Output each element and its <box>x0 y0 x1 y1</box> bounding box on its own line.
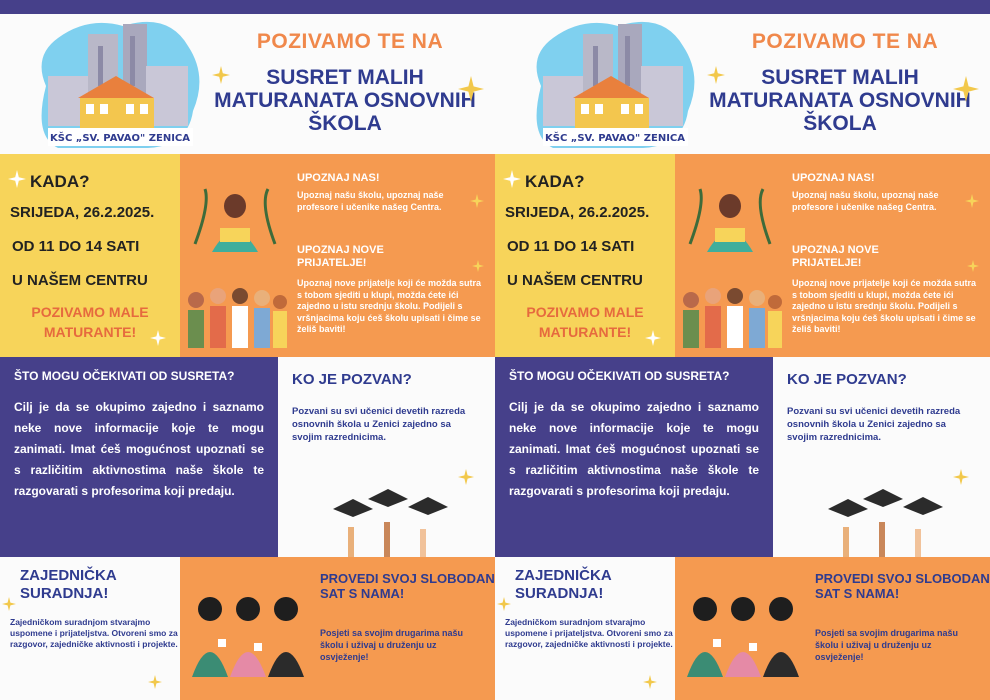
graduation-cap-icon <box>328 487 458 557</box>
when-section <box>0 154 180 357</box>
flyer-left <box>0 14 495 700</box>
sparkle-icon <box>8 170 26 188</box>
sparkle-icon <box>707 66 725 84</box>
sparkle-icon <box>2 597 16 611</box>
sparkle-icon <box>645 330 661 346</box>
free-hour-heading: PROVEDI SVOJ SLOBODAN SAT S NAMA! <box>815 571 990 601</box>
invited-section <box>773 357 990 557</box>
cooperation-heading: ZAJEDNIČKA SURADNJA! <box>515 567 612 602</box>
cooperation-heading: ZAJEDNIČKA SURADNJA! <box>20 567 117 602</box>
meet-section <box>675 154 990 357</box>
free-hour-body: Posjeti sa svojim drugarima našu školu i uživaj u druženju uz osvježenje! <box>815 628 959 662</box>
sparkle-icon <box>212 66 230 84</box>
sparkle-icon <box>458 469 474 485</box>
invite-pretitle: POZIVAMO TE NA <box>751 30 939 53</box>
school-logo <box>28 16 206 152</box>
logo-text: KŠC „SV. PAVAO" ZENICA <box>50 133 190 144</box>
free-hour-section <box>180 557 495 700</box>
expectations-section <box>495 357 773 557</box>
sparkle-icon <box>965 194 979 208</box>
event-time: OD 11 DO 14 SATI <box>12 238 140 255</box>
invited-body: Pozvani su svi učenici devetih razreda osnovnih škola u Zenici zajedno sa svojim razrednicima. <box>292 406 466 443</box>
new-friends-heading: UPOZNAJ NOVE PRIJATELJE! <box>792 244 879 269</box>
meet-us-body: Upoznaj našu školu, upoznaj naše profesore i učenike našeg Centra. <box>792 190 939 212</box>
new-friends-body: Upoznaj nove prijatelje koji će možda sutra s tobom sjediti u klupi, možda ćete ići zajedno u istu srednju školu. Podijeli s vršnjacima koju ćeš školu upisati i čime se želiš baviti! <box>792 278 977 334</box>
sparkle-icon <box>470 194 484 208</box>
event-place: U NAŠEM CENTRU <box>507 272 643 289</box>
free-hour-heading: PROVEDI SVOJ SLOBODAN SAT S NAMA! <box>320 571 495 601</box>
sparkle-icon <box>150 330 166 346</box>
event-time: OD 11 DO 14 SATI <box>507 238 635 255</box>
when-heading: KADA? <box>525 172 585 191</box>
meet-us-heading: UPOZNAJ NAS! <box>297 172 380 184</box>
friends-illustration <box>677 284 785 350</box>
flyer-header <box>0 14 495 154</box>
cooperation-section <box>495 557 675 700</box>
invited-heading: KO JE POZVAN? <box>292 371 412 388</box>
event-call: POZIVAMO MALE MATURANTE! <box>526 304 644 340</box>
meet-us-body: Upoznaj našu školu, upoznaj naše profesore i učenike našeg Centra. <box>297 190 444 212</box>
cooperation-section <box>0 557 180 700</box>
expectations-heading: ŠTO MOGU OČEKIVATI OD SUSRETA? <box>14 369 235 383</box>
sparkle-icon <box>953 76 979 102</box>
invited-section <box>278 357 495 557</box>
when-heading: KADA? <box>30 172 90 191</box>
invite-title: SUSRET MALIH MATURANATA OSNOVNIH ŠKOLA <box>709 66 971 135</box>
sparkle-icon <box>967 260 979 272</box>
flyer-right <box>495 14 990 700</box>
invite-title: SUSRET MALIH MATURANATA OSNOVNIH ŠKOLA <box>214 66 476 135</box>
graduation-cap-icon <box>823 487 953 557</box>
logo-text: KŠC „SV. PAVAO" ZENICA <box>545 133 685 144</box>
meet-us-heading: UPOZNAJ NAS! <box>792 172 875 184</box>
sparkle-icon <box>148 675 162 689</box>
sparkle-icon <box>472 260 484 272</box>
free-hour-section <box>675 557 990 700</box>
cooperation-body: Zajedničkom suradnjom stvarajmo uspomene i prijateljstva. Otvoreni smo za razgovor, zajedničke aktivnosti i projekte. <box>10 617 178 649</box>
sparkle-icon <box>643 675 657 689</box>
sparkle-icon <box>458 76 484 102</box>
event-place: U NAŠEM CENTRU <box>12 272 148 289</box>
friends-coffee-illustration <box>683 587 805 677</box>
expectations-body: Cilj je da se okupimo zajedno i saznamo neke nove informacije koje te mogu zanimati. Imat ćeš mogućnost upoznati se s različitim aktivnostima naše škole te razgovarati s profesorima koji predaju. <box>14 400 264 498</box>
expectations-body: Cilj je da se okupimo zajedno i saznamo neke nove informacije koje te mogu zanimati. Imat ćeš mogućnost upoznati se s različitim aktivnostima naše škole te razgovarati s profesorima koji predaju. <box>509 400 759 498</box>
school-logo <box>523 16 701 152</box>
invite-pretitle: POZIVAMO TE NA <box>256 30 444 53</box>
top-bar <box>0 0 990 14</box>
meet-section <box>180 154 495 357</box>
new-friends-heading: UPOZNAJ NOVE PRIJATELJE! <box>297 244 384 269</box>
sparkle-icon <box>503 170 521 188</box>
friends-coffee-illustration <box>188 587 310 677</box>
invited-heading: KO JE POZVAN? <box>787 371 907 388</box>
sparkle-icon <box>497 597 511 611</box>
cooperation-body: Zajedničkom suradnjom stvarajmo uspomene i prijateljstva. Otvoreni smo za razgovor, zajedničke aktivnosti i projekte. <box>505 617 673 649</box>
flyer-header <box>495 14 990 154</box>
friends-illustration <box>182 284 290 350</box>
expectations-heading: ŠTO MOGU OČEKIVATI OD SUSRETA? <box>509 369 730 383</box>
new-friends-body: Upoznaj nove prijatelje koji će možda sutra s tobom sjediti u klupi, možda ćete ići zajedno u istu srednju školu. Podijeli s vršnjacima koju ćeš školu upisati i čime se želiš baviti! <box>297 278 482 334</box>
reading-girl-illustration <box>685 184 775 254</box>
free-hour-body: Posjeti sa svojim drugarima našu školu i uživaj u druženju uz osvježenje! <box>320 628 464 662</box>
event-call: POZIVAMO MALE MATURANTE! <box>31 304 149 340</box>
sparkle-icon <box>953 469 969 485</box>
invited-body: Pozvani su svi učenici devetih razreda osnovnih škola u Zenici zajedno sa svojim razrednicima. <box>787 406 961 443</box>
when-section <box>495 154 675 357</box>
reading-girl-illustration <box>190 184 280 254</box>
event-date: SRIJEDA, 26.2.2025. <box>10 204 155 221</box>
event-date: SRIJEDA, 26.2.2025. <box>505 204 650 221</box>
expectations-section <box>0 357 278 557</box>
